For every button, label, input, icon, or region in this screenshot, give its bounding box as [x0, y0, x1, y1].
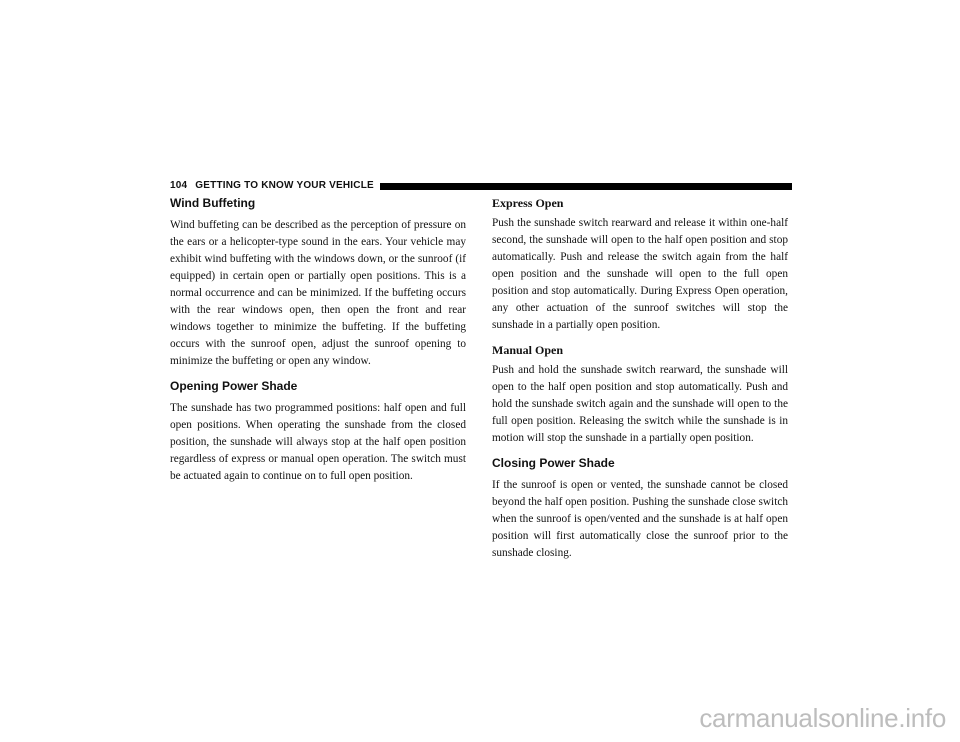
watermark-logo[interactable]: carmanualsonline.info: [699, 703, 946, 733]
section-title: GETTING TO KNOW YOUR VEHICLE: [195, 180, 374, 191]
page-header: [170, 180, 792, 192]
closing-power-shade-heading: Closing Power Shade: [492, 456, 615, 470]
opening-power-shade-paragraph: The sunshade has two programmed positions: half open and full open positions. When operating the sunshade from the closed position, the sunshade will always stop at the half open position regardless of express or manual open operation. The switch must be actuated again to continue on to full open position.: [170, 402, 466, 482]
header-rule: [380, 183, 792, 190]
page-number: 104: [170, 180, 188, 191]
manual-open-heading: Manual Open: [492, 343, 564, 357]
opening-power-shade-heading: Opening Power Shade: [170, 379, 298, 393]
manual-open-paragraph: Push and hold the sunshade switch rearward, the sunshade will open to the half open position and stop automatically. Push and hold the sunshade switch again and the sunshade will open to the full open position. Releasing the switch while the sunshade is in motion will stop the sunshade in a partially open position.: [492, 364, 788, 444]
express-open-paragraph: Push the sunshade switch rearward and release it within one-half second, the sunshade will open to the half open position and stop automatically. Push and release the switch again from the half open position and the sunshade will open to the full open position and stop automatically. During Express Open operation, any other actuation of the sunroof switches will stop the sunshade in a partially open position.: [492, 217, 788, 331]
left-column: [170, 195, 466, 493]
closing-power-shade-paragraph: If the sunroof is open or vented, the sunshade cannot be closed beyond the half open position. Pushing the sunshade close switch when the sunroof is open/vented and the sunshade is at half open position will first automatically close the sunroof prior to the sunshade closing.: [492, 479, 788, 559]
wind-buffeting-paragraph: Wind buffeting can be described as the perception of pressure on the ears or a helicopter-type sound in the ears. Your vehicle may exhibit wind buffeting with the windows down, or the sunroof (if equipped) in certain open or partially open positions. This is a normal occurrence and can be minimized. If the buffeting occurs with the rear windows open, then open the front and rear windows together to minimize the buffeting. If the buffeting occurs with the sunroof open, adjust the sunroof opening to minimize the buffeting or open any window.: [170, 219, 466, 367]
wind-buffeting-heading: Wind Buffeting: [170, 196, 256, 210]
right-column: [492, 195, 788, 570]
express-open-heading: Express Open: [492, 196, 564, 210]
